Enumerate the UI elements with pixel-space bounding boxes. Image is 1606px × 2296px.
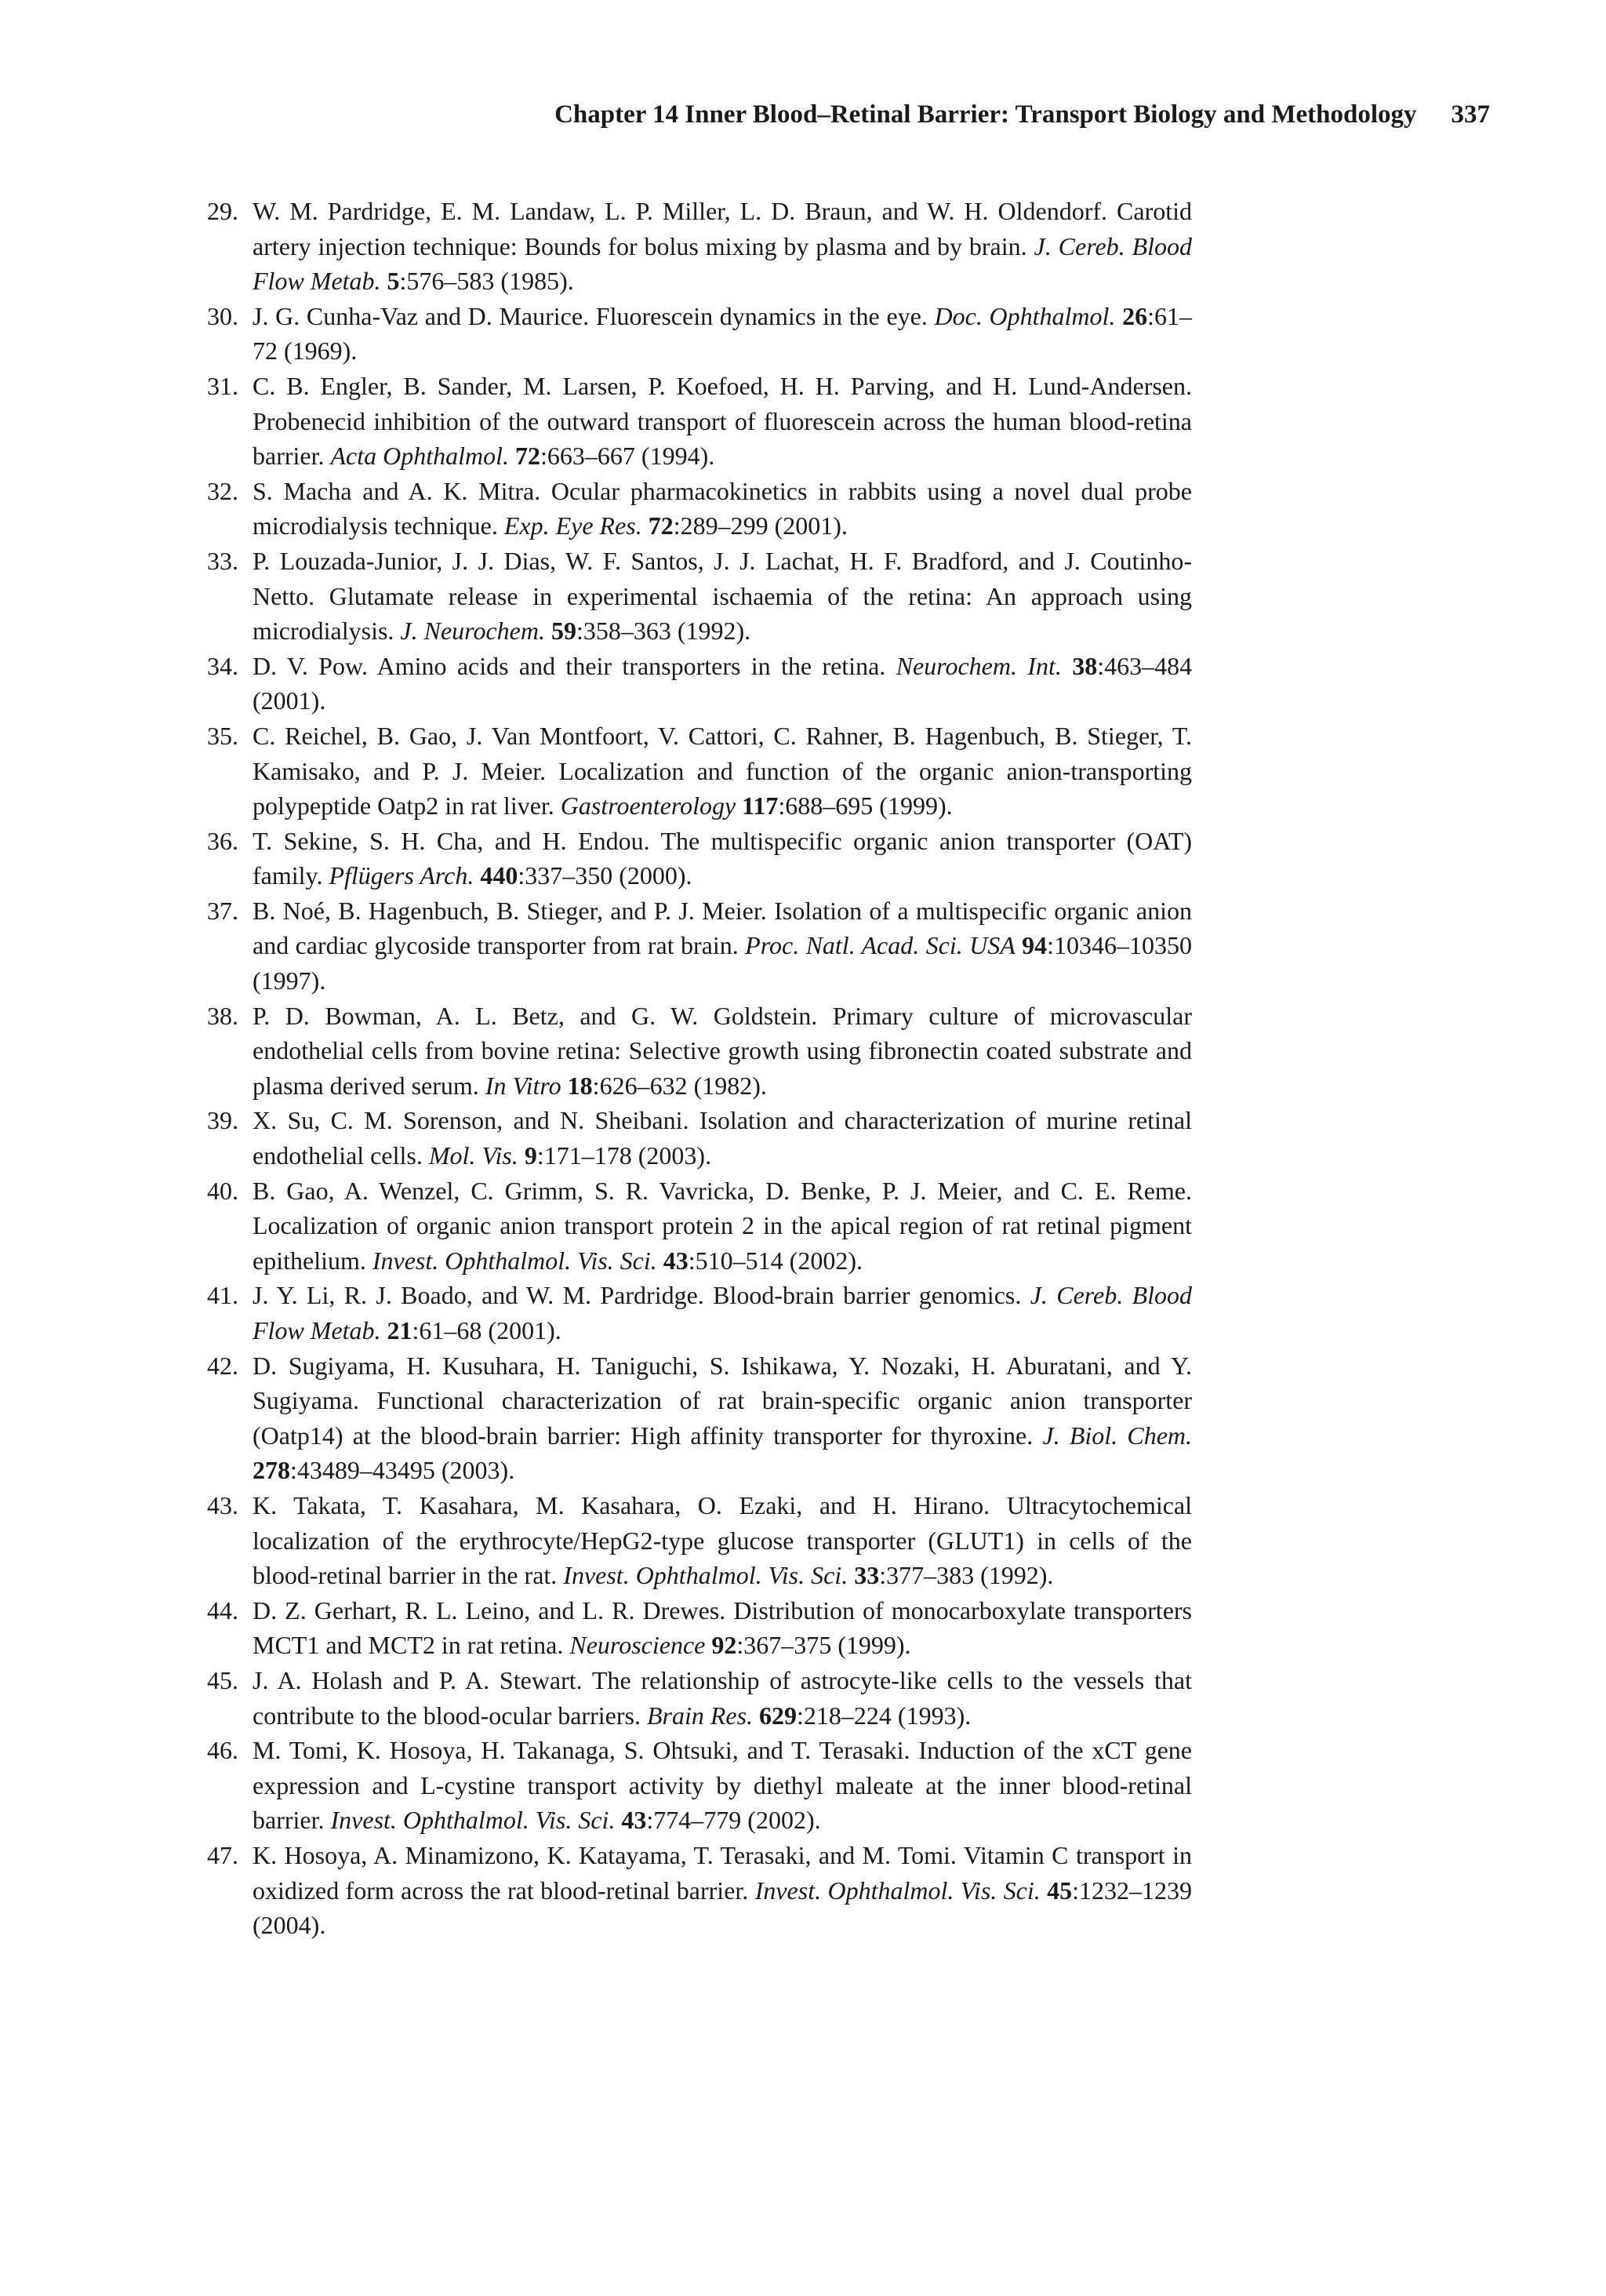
- reference-title: Distribution of monocarboxylate transporters MCT1 and MCT2 in rat retina.: [253, 1596, 1193, 1660]
- reference-number: 38.: [207, 1001, 238, 1030]
- reference-volume: 33: [854, 1561, 880, 1590]
- reference-number: 39.: [207, 1106, 238, 1135]
- reference-authors: D. V. Pow.: [253, 651, 369, 680]
- reference-number: 43.: [207, 1490, 238, 1519]
- reference-pages: :367–375 (1999).: [736, 1631, 911, 1660]
- reference-journal: Acta Ophthalmol.: [330, 442, 510, 471]
- reference-authors: B. Noé, B. Hagenbuch, B. Stieger, and P. J. Meier.: [253, 896, 767, 925]
- reference-volume: 21: [387, 1316, 412, 1344]
- reference-title: Vitamin C transport in oxidized form across the rat blood-retinal barrier.: [253, 1840, 1193, 1905]
- reference-authors: D. Z. Gerhart, R. L. Leino, and L. R. Drewes.: [253, 1596, 726, 1625]
- reference-title: Carotid artery injection technique: Bounds for bolus mixing by plasma and by brain.: [253, 197, 1193, 260]
- reference-journal: Doc. Ophthalmol.: [934, 301, 1116, 330]
- reference-volume: 18: [567, 1071, 593, 1100]
- reference-title: Primary culture of microvascular endothelial cells from bovine retina: Selective growth using fibronectin coated substrate and plasma derived serum.: [253, 1001, 1193, 1100]
- reference-pages: :626–632 (1982).: [592, 1071, 767, 1100]
- reference-journal: Invest. Ophthalmol. Vis. Sci.: [372, 1246, 657, 1275]
- reference-number: 37.: [207, 896, 238, 925]
- reference-pages: :171–178 (2003).: [536, 1141, 712, 1170]
- reference-journal: J. Biol. Chem.: [1042, 1421, 1193, 1450]
- reference-title: Ocular pharmacokinetics in rabbits using a novel dual probe microdialysis technique.: [253, 476, 1192, 540]
- reference-title: Isolation and characterization of murine retinal endothelial cells.: [253, 1106, 1193, 1170]
- reference-volume: 45: [1047, 1876, 1073, 1905]
- reference-number: 32.: [207, 476, 238, 505]
- reference-journal: Neuroscience: [569, 1631, 706, 1660]
- reference-number: 31.: [207, 371, 238, 400]
- reference-title: Fluorescein dynamics in the eye.: [595, 301, 928, 330]
- reference-volume: 38: [1072, 651, 1098, 680]
- reference-authors: K. Takata, T. Kasahara, M. Kasahara, O. Ezaki, and H. Hirano.: [253, 1490, 990, 1519]
- reference-journal: Brain Res.: [646, 1701, 754, 1730]
- reference-volume: 43: [621, 1806, 647, 1835]
- reference-title: Glutamate release in experimental ischaemia of the retina: An approach using microdialysis.: [253, 581, 1193, 646]
- reference-volume: 92: [711, 1631, 737, 1660]
- reference-item: [196, 544, 1192, 649]
- reference-pages: :358–363 (1992).: [576, 617, 751, 646]
- reference-volume: 629: [759, 1701, 798, 1730]
- reference-pages: :10346–10350 (1997).: [253, 931, 1193, 995]
- reference-pages: :218–224 (1993).: [797, 1701, 972, 1730]
- reference-journal: J. Cereb. Blood Flow Metab.: [253, 231, 1193, 296]
- reference-number: 35.: [207, 721, 238, 750]
- reference-item: [196, 719, 1192, 824]
- reference-journal: Mol. Vis.: [428, 1141, 518, 1170]
- reference-number: 30.: [207, 301, 238, 330]
- reference-journal: J. Neurochem.: [400, 617, 545, 646]
- reference-number: 40.: [207, 1176, 238, 1205]
- reference-title: Functional characterization of rat brain-specific organic anion transporter (Oatp14) at the blood-brain barrier: High affinity transporter for thyroxine.: [253, 1386, 1193, 1450]
- reference-authors: P. Louzada-Junior, J. J. Dias, W. F. Santos, J. J. Lachat, H. F. Bradford, and J. Coutinho-Netto.: [253, 546, 1192, 610]
- reference-volume: 59: [550, 617, 576, 646]
- reference-title: Induction of the xCT gene expression and L-cystine transport activity by diethyl maleate at the inner blood-retinal barrier.: [253, 1736, 1193, 1835]
- reference-volume: 26: [1122, 301, 1148, 330]
- reference-pages: :510–514 (2002).: [688, 1246, 863, 1275]
- reference-number: 45.: [207, 1665, 238, 1694]
- reference-pages: :289–299 (2001).: [673, 511, 848, 540]
- running-head-title: Chapter 14 Inner Blood–Retinal Barrier: Transport Biology and Methodology: [554, 100, 1417, 129]
- reference-number: 29.: [207, 197, 238, 225]
- reference-authors: B. Gao, A. Wenzel, C. Grimm, S. R. Vavricka, D. Benke, P. J. Meier, and C. E. Reme.: [253, 1176, 1192, 1205]
- reference-authors: W. M. Pardridge, E. M. Landaw, L. P. Miller, L. D. Braun, and W. H. Oldendorf.: [253, 197, 1108, 225]
- page-number: 337: [1451, 100, 1490, 129]
- reference-item: [196, 1838, 1192, 1943]
- reference-pages: :43489–43495 (2003).: [290, 1456, 515, 1485]
- reference-pages: :688–695 (1999).: [778, 791, 953, 821]
- reference-item: [196, 194, 1192, 299]
- reference-item: [196, 1348, 1192, 1488]
- reference-title: Ultracytochemical localization of the erythrocyte/HepG2-type glucose transporter (GLUT1) in cells of the blood-retinal barrier in the rat.: [253, 1490, 1193, 1590]
- reference-journal: Invest. Ophthalmol. Vis. Sci.: [754, 1876, 1041, 1905]
- reference-volume: 117: [742, 791, 779, 821]
- reference-journal: J. Cereb. Blood Flow Metab.: [253, 1281, 1193, 1344]
- reference-authors: J. A. Holash and P. A. Stewart.: [253, 1665, 583, 1694]
- reference-item: [196, 1103, 1192, 1173]
- reference-authors: J. Y. Li, R. J. Boado, and W. M. Pardridge.: [253, 1281, 704, 1310]
- reference-volume: 72: [515, 442, 541, 471]
- reference-item: [196, 893, 1192, 999]
- reference-pages: :1232–1239 (2004).: [253, 1876, 1193, 1940]
- reference-pages: :774–779 (2002).: [646, 1806, 821, 1835]
- reference-journal: Invest. Ophthalmol. Vis. Sci.: [330, 1806, 616, 1835]
- reference-authors: T. Sekine, S. H. Cha, and H. Endou.: [253, 826, 650, 855]
- reference-volume: 440: [480, 861, 518, 890]
- reference-number: 34.: [207, 651, 238, 680]
- reference-list: [196, 194, 1192, 1943]
- reference-item: [196, 369, 1192, 474]
- reference-authors: C. B. Engler, B. Sander, M. Larsen, P. Koefoed, H. H. Parving, and H. Lund-Andersen.: [253, 371, 1192, 400]
- reference-title: Blood-brain barrier genomics.: [713, 1281, 1022, 1310]
- reference-item: [196, 824, 1192, 893]
- reference-item: [196, 1488, 1192, 1593]
- reference-journal: Neurochem. Int.: [896, 651, 1062, 680]
- reference-volume: 43: [663, 1246, 689, 1275]
- reference-item: [196, 649, 1192, 719]
- reference-pages: :61–72 (1969).: [253, 301, 1193, 366]
- reference-authors: S. Macha and A. K. Mitra.: [253, 476, 541, 505]
- reference-authors: P. D. Bowman, A. L. Betz, and G. W. Goldstein.: [253, 1001, 818, 1030]
- reference-authors: J. G. Cunha-Vaz and D. Maurice.: [253, 301, 590, 330]
- reference-title: Localization and function of the organic anion-transporting polypeptide Oatp2 in rat liver.: [253, 756, 1193, 821]
- reference-item: [196, 999, 1192, 1104]
- reference-pages: :337–350 (2000).: [518, 861, 692, 890]
- reference-journal: Proc. Natl. Acad. Sci. USA: [745, 931, 1016, 960]
- reference-number: 42.: [207, 1351, 238, 1380]
- reference-authors: M. Tomi, K. Hosoya, H. Takanaga, S. Ohtsuki, and T. Terasaki.: [253, 1736, 910, 1765]
- reference-journal: Exp. Eye Res.: [503, 511, 642, 540]
- reference-pages: :377–383 (1992).: [879, 1561, 1054, 1590]
- reference-title: Amino acids and their transporters in the retina.: [376, 651, 886, 680]
- reference-item: [196, 474, 1192, 544]
- reference-title: The multispecific organic anion transporter (OAT) family.: [253, 826, 1193, 890]
- running-head: [0, 99, 1490, 130]
- reference-volume: 9: [524, 1141, 537, 1170]
- reference-pages: :663–667 (1994).: [540, 442, 715, 471]
- reference-item: [196, 1663, 1192, 1733]
- reference-title: The relationship of astrocyte-like cells to the vessels that contribute to the blood-ocular barriers.: [253, 1665, 1193, 1730]
- reference-authors: X. Su, C. M. Sorenson, and N. Sheibani.: [253, 1106, 689, 1135]
- reference-item: [196, 1733, 1192, 1838]
- reference-volume: 72: [648, 511, 674, 540]
- reference-number: 41.: [207, 1281, 238, 1310]
- reference-pages: :61–68 (2001).: [412, 1316, 561, 1344]
- reference-journal: In Vitro: [485, 1071, 561, 1100]
- reference-journal: Gastroenterology: [560, 791, 736, 821]
- reference-authors: K. Hosoya, A. Minamizono, K. Katayama, T. Terasaki, and M. Tomi.: [253, 1840, 957, 1869]
- reference-title: Localization of organic anion transport protein 2 in the apical region of rat retinal pigment epithelium.: [253, 1211, 1192, 1275]
- reference-authors: C. Reichel, B. Gao, J. Van Montfoort, V. Cattori, C. Rahner, B. Hagenbuch, B. Stieger, T. Kamisako, and P. J. Meier.: [253, 721, 1192, 785]
- reference-number: 46.: [207, 1736, 238, 1765]
- reference-item: [196, 299, 1192, 369]
- reference-title: Isolation of a multispecific organic anion and cardiac glycoside transporter from rat brain.: [253, 896, 1193, 960]
- reference-item: [196, 1278, 1192, 1348]
- reference-number: 44.: [207, 1596, 238, 1625]
- reference-title: Probenecid inhibition of the outward transport of fluorescein across the human blood-retina barrier.: [253, 406, 1192, 471]
- reference-pages: :463–484 (2001).: [253, 651, 1193, 715]
- reference-journal: Invest. Ophthalmol. Vis. Sci.: [563, 1561, 848, 1590]
- reference-volume: 5: [387, 267, 400, 296]
- reference-pages: :576–583 (1985).: [399, 267, 574, 296]
- reference-number: 36.: [207, 826, 238, 855]
- reference-item: [196, 1593, 1192, 1663]
- reference-volume: 278: [253, 1456, 290, 1485]
- reference-item: [196, 1173, 1192, 1279]
- reference-journal: Pflügers Arch.: [329, 861, 474, 890]
- reference-number: 33.: [207, 546, 238, 575]
- reference-number: 47.: [207, 1840, 238, 1869]
- reference-volume: 94: [1022, 931, 1048, 960]
- reference-authors: D. Sugiyama, H. Kusuhara, H. Taniguchi, S. Ishikawa, Y. Nozaki, H. Aburatani, and Y. Sugiyama.: [253, 1351, 1192, 1415]
